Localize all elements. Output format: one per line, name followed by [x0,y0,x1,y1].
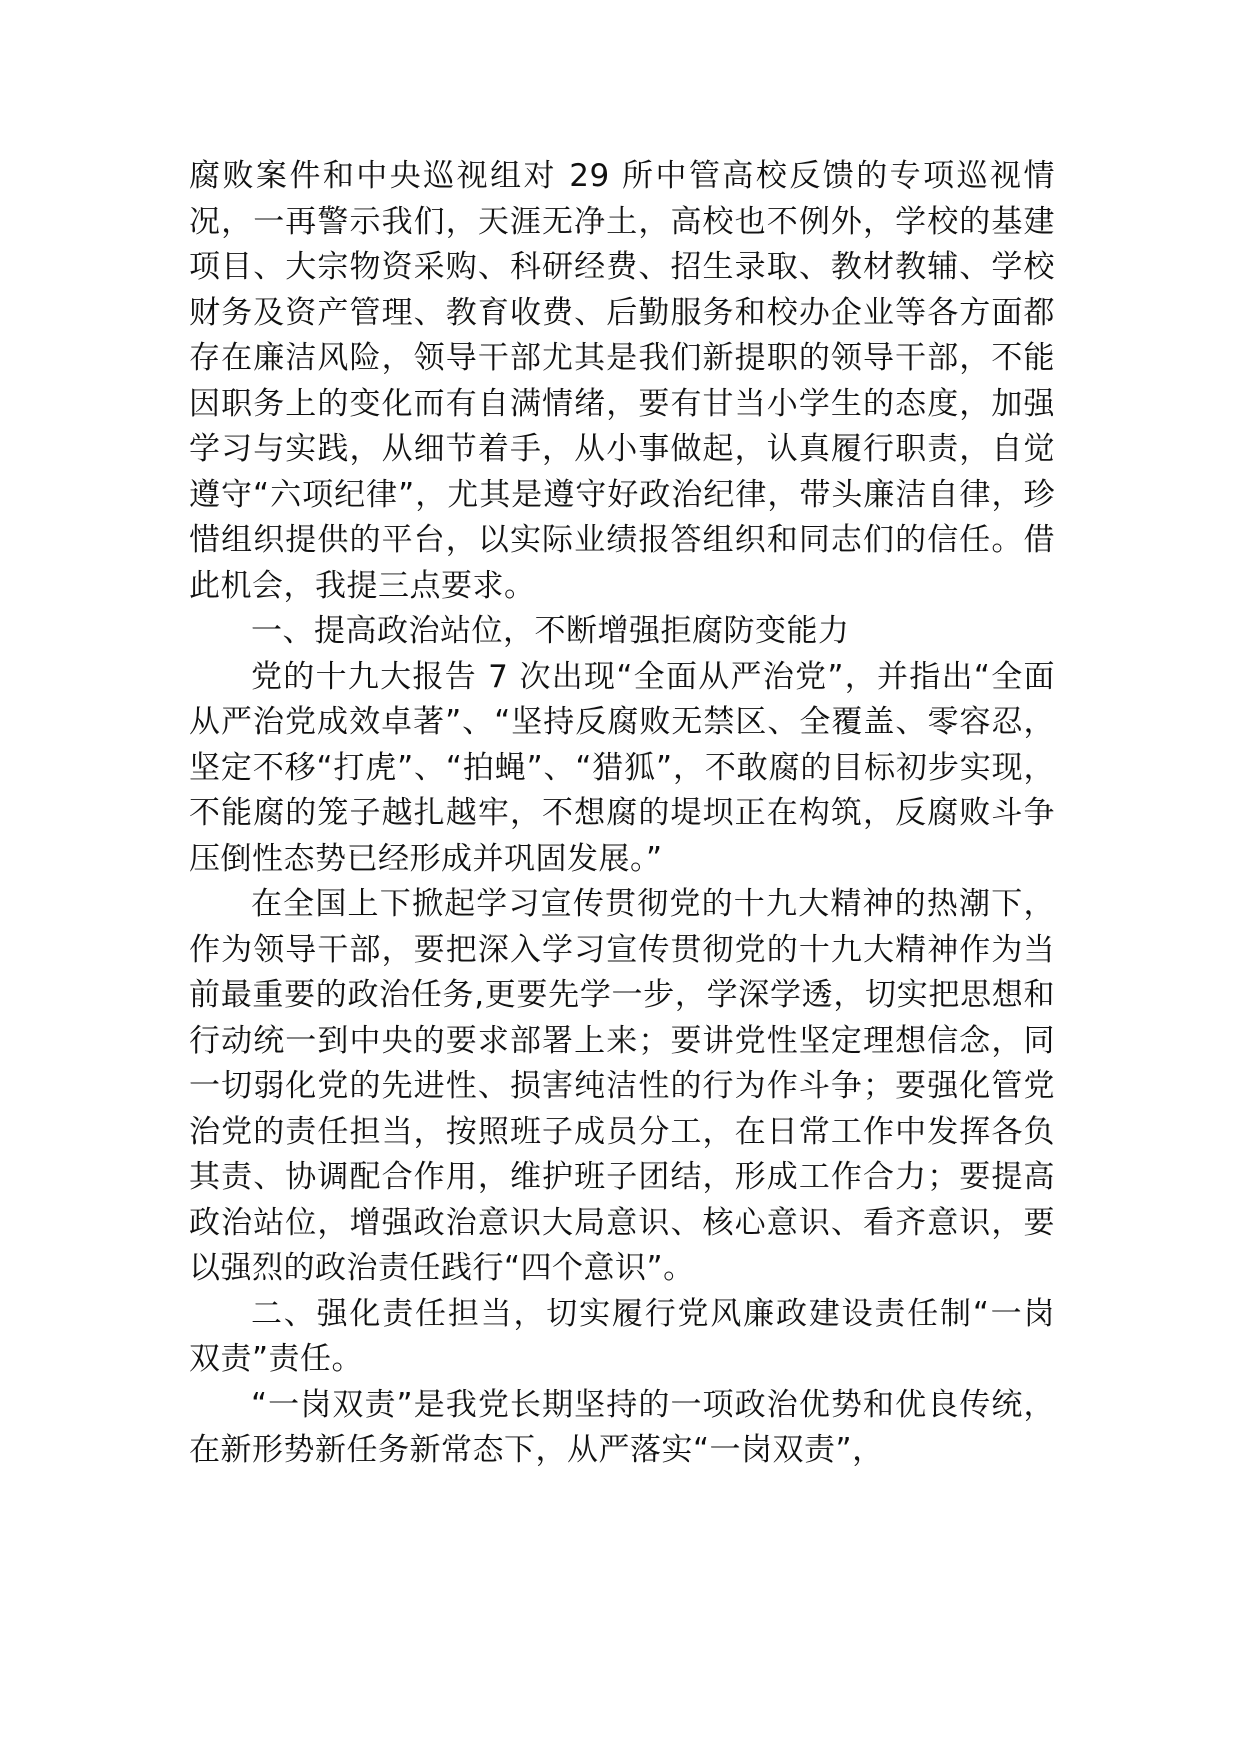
section-heading-1: 一、提高政治站位，不断增强拒腐防变能力 [251,613,850,649]
paragraph-3: 在全国上下掀起学习宣传贯彻党的十九大精神的热潮下，作为领导干部，要把深入学习宣传贯彻党的十九大精神作为当前最重要的政治任务,更要先学一步，学深学透，切实把思想和行动统一到中央的要求部署上来；要讲党性坚定理想信念，同一切弱化党的先进性、损害纯洁性的行为作斗争；要强化管党治党的责任担当，按照班子成员分工，在日常工作中发挥各负其责、协调配合作用，维护班子团结，形成工作合力；要提高政治站位，增强政治意识大局意识、核心意识、看齐意识，要以强烈的政治责任践行“四个意识”。 [189,886,1055,1286]
paragraph-4: “一岗双责”是我党长期坚持的一项政治优势和优良传统，在新形势新任务新常态下，从严落实“一岗双责”， [189,1386,1055,1468]
paragraph-1: 腐败案件和中央巡视组对 29 所中管高校反馈的专项巡视情况，一再警示我们，天涯无净土，高校也不例外，学校的基建项目、大宗物资采购、科研经费、招生录取、教材教辅、学校财务及资产管理、教育收费、后勤服务和校办企业等各方面都存在廉洁风险，领导干部尤其是我们新提职的领导干部，不能因职务上的变化而有自满情绪，要有甘当小学生的态度，加强学习与实践，从细节着手，从小事做起，认真履行职责，自觉遵守“六项纪律”，尤其是遵守好政治纪律，带头廉洁自律，珍惜组织提供的平台，以实际业绩报答组织和同志们的信任。借此机会，我提三点要求。 [189,158,1055,604]
paragraph-2: 党的十九大报告 7 次出现“全面从严治党”，并指出“全面从严治党成效卓著”、“坚持反腐败无禁区、全覆盖、零容忍，坚定不移“打虎”、“拍蝇”、“猎狐”，不敢腐的目标初步实现，不能腐的笼子越扎越牢，不想腐的堤坝正在构筑，反腐败斗争压倒性态势已经形成并巩固发展。” [189,658,1055,877]
document-page [189,154,1055,1474]
section-heading-2: 二、强化责任担当，切实履行党风廉政建设责任制“一岗双责”责任。 [189,1295,1055,1377]
